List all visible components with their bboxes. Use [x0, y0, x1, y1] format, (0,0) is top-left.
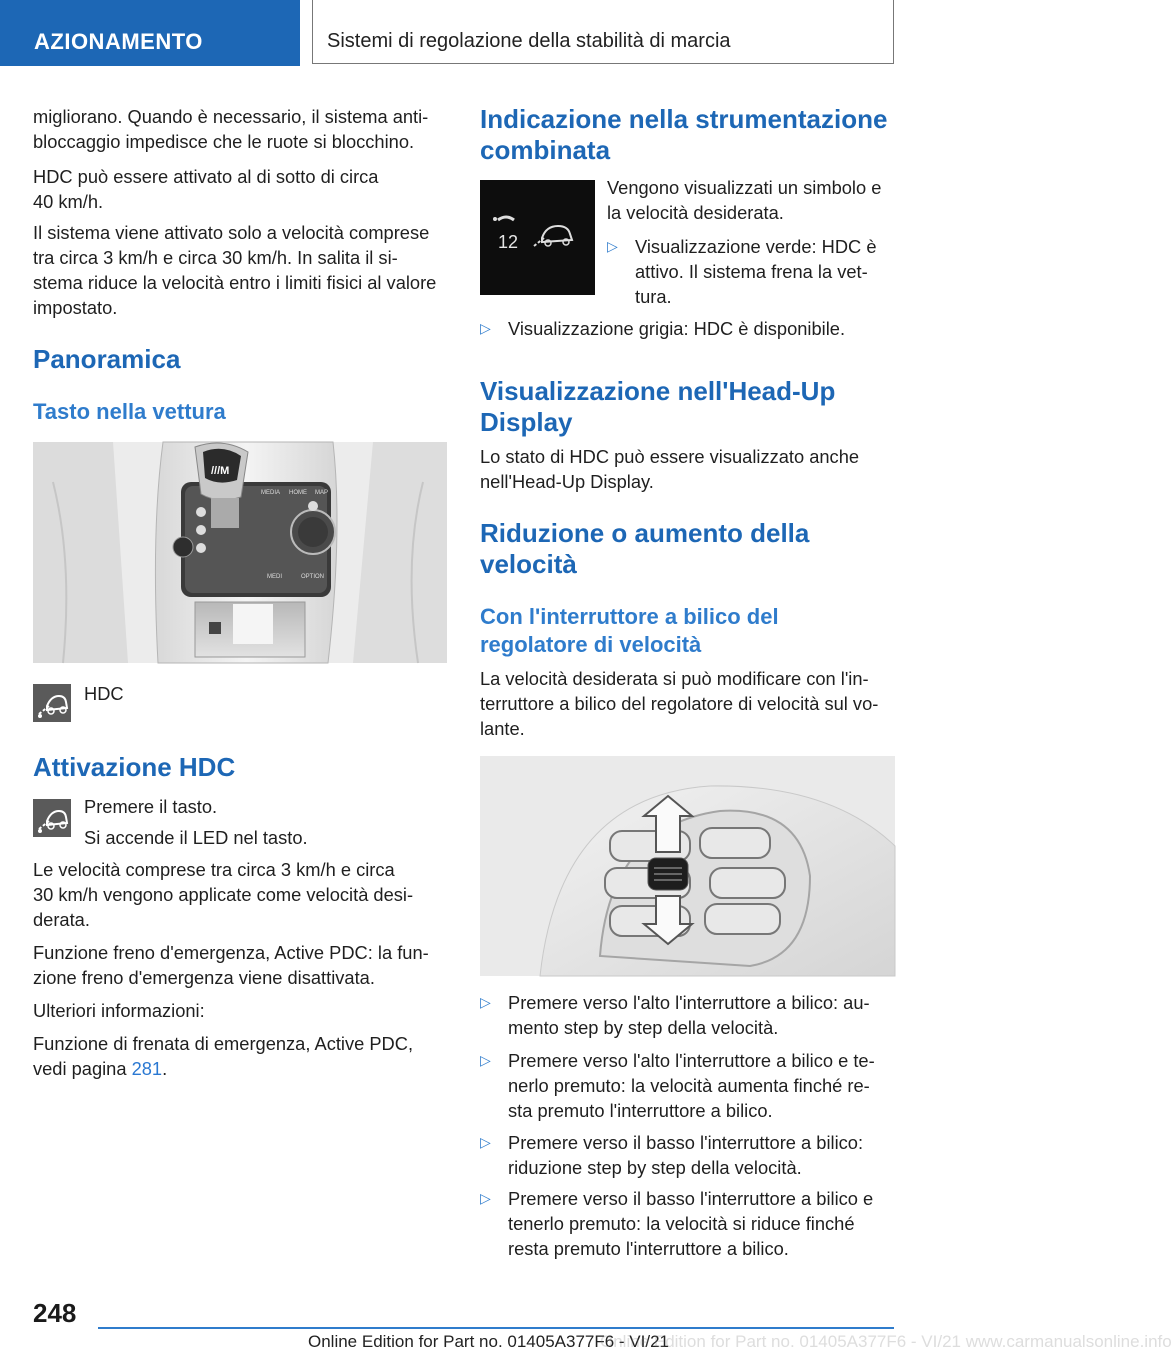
range-line-1: Il sistema viene attivato solo a velocità comprese — [33, 222, 430, 243]
bullet-4-line-2: tenerlo premuto: la velocità si riduce finché — [508, 1213, 855, 1234]
heading-indicazione-1: Indicazione nella strumentazione — [480, 104, 888, 134]
heading-headup-2: Display — [480, 407, 573, 437]
watermark: Online Edition for Part no. 01405A377F6 - VI/21 www.carmanualsonline.info — [600, 1332, 1172, 1351]
hdc-speed-line-2: 40 km/h. — [33, 191, 104, 212]
vis-line-2: la velocità desiderata. — [607, 202, 784, 223]
bullet-4-line-1: Premere verso il basso l'interruttore a bilico e — [508, 1188, 874, 1209]
bullet-triangle-icon: ▷ — [607, 238, 618, 254]
range-line-3: stema riduce la velocità entro i limiti fisici al valore — [33, 272, 437, 293]
hdc-icon — [33, 684, 71, 722]
heading-interruttore-1: Con l'interruttore a bilico del — [480, 604, 779, 629]
green-line-3: tura. — [635, 286, 672, 307]
interruttore-line-3: lante. — [480, 718, 525, 739]
bullet-down-hold — [480, 1186, 895, 1264]
grey-line: Visualizzazione grigia: HDC è disponibile. — [508, 318, 846, 339]
svg-text:MEDIA: MEDIA — [261, 490, 281, 496]
intro-line-2: bloccaggio impedisce che le ruote si blocchino. — [33, 131, 415, 152]
hdc-icon-label: HDC — [84, 683, 124, 704]
reference-prefix: vedi pagina — [33, 1058, 132, 1079]
brake-line-2: zione freno d'emergenza viene disattivata. — [33, 967, 375, 988]
cluster-display-image — [480, 180, 595, 295]
vis-line-1: Vengono visualizzati un simbolo e — [607, 177, 882, 198]
bullet-triangle-icon: ▷ — [480, 994, 491, 1010]
bullet-grey — [480, 316, 895, 342]
bullet-1-line-2: mento step by step della velocità. — [508, 1017, 779, 1038]
green-line-1: Visualizzazione verde: HDC è — [635, 236, 877, 257]
headup-line-2: nell'Head-Up Display. — [480, 471, 654, 492]
led-text: Si accende il LED nel tasto. — [84, 827, 308, 848]
console-photo — [33, 442, 447, 663]
svg-text:HOME: HOME — [289, 490, 307, 496]
bullet-green — [607, 234, 897, 312]
bullet-3-line-2: riduzione step by step della velocità. — [508, 1157, 802, 1178]
bullet-triangle-icon: ▷ — [480, 320, 491, 336]
range-line-4: impostato. — [33, 297, 118, 318]
hdc-button-icon — [33, 799, 71, 837]
bullet-triangle-icon: ▷ — [480, 1052, 491, 1068]
range-line-2: tra circa 3 km/h e circa 30 km/h. In salita il si‐ — [33, 247, 398, 268]
heading-interruttore-2: regolatore di velocità — [480, 632, 702, 657]
svg-text:///M: ///M — [211, 465, 230, 477]
page-number: 248 — [33, 1298, 77, 1328]
bullet-3-line-1: Premere verso il basso l'interruttore a bilico: — [508, 1132, 864, 1153]
heading-panoramica: Panoramica — [33, 344, 181, 374]
page-link-281[interactable]: 281 — [131, 1058, 163, 1079]
bullet-1-line-1: Premere verso l'alto l'interruttore a bilico: au‐ — [508, 992, 870, 1013]
bullet-triangle-icon: ▷ — [480, 1190, 491, 1206]
bullet-up-step — [480, 990, 895, 1042]
svg-text:MEDI: MEDI — [267, 574, 282, 580]
speeds-line-2: 30 km/h vengono applicate come velocità desi‐ — [33, 884, 414, 905]
heading-headup-1: Visualizzazione nell'Head-Up — [480, 376, 836, 406]
chapter-title: Sistemi di regolazione della stabilità di marcia — [327, 30, 731, 52]
section-tab-label: AZIONAMENTO — [34, 29, 203, 54]
heading-attivazione: Attivazione HDC — [33, 752, 236, 782]
reference-suffix: . — [162, 1058, 168, 1079]
bullet-down-step — [480, 1130, 895, 1182]
heading-riduzione-2: velocità — [480, 549, 577, 579]
bullet-triangle-icon: ▷ — [480, 1134, 491, 1150]
intro-line-1: migliorano. Quando è necessario, il sistema anti‐ — [33, 106, 429, 127]
footer-rule — [98, 1327, 894, 1329]
svg-text:OPTION: OPTION — [301, 574, 325, 580]
heading-tasto: Tasto nella vettura — [33, 399, 226, 424]
bullet-4-line-3: resta premuto l'interruttore a bilico. — [508, 1238, 789, 1259]
cluster-speed-value: 12 — [498, 232, 519, 252]
speeds-line-1: Le velocità comprese tra circa 3 km/h e circa — [33, 859, 395, 880]
bullet-up-hold — [480, 1048, 895, 1126]
interruttore-line-2: terruttore a bilico del regolatore di velocità sul vo‐ — [480, 693, 879, 714]
section-tab — [0, 0, 300, 66]
speeds-line-3: derata. — [33, 909, 90, 930]
hdc-speed-line-1: HDC può essere attivato al di sotto di circa — [33, 166, 379, 187]
more-info-label: Ulteriori informazioni: — [33, 1000, 205, 1021]
rocker-switch-photo — [480, 756, 895, 976]
brake-line-1: Funzione freno d'emergenza, Active PDC: la fun‐ — [33, 942, 429, 963]
heading-riduzione-1: Riduzione o aumento della — [480, 518, 810, 548]
footer-edition: Online Edition for Part no. 01405A377F6 - VI/21 — [308, 1332, 670, 1351]
reference-line-2 — [33, 1056, 167, 1081]
svg-text:MAP: MAP — [315, 490, 329, 496]
interruttore-line-1: La velocità desiderata si può modificare con l'in‐ — [480, 668, 869, 689]
heading-indicazione-2: combinata — [480, 135, 611, 165]
reference-line-1: Funzione di frenata di emergenza, Active PDC, — [33, 1033, 414, 1054]
chapter-title-box — [312, 0, 894, 64]
bullet-2-line-2: nerlo premuto: la velocità aumenta finché re‐ — [508, 1075, 870, 1096]
bullet-2-line-3: sta premuto l'interruttore a bilico. — [508, 1100, 773, 1121]
bullet-2-line-1: Premere verso l'alto l'interruttore a bilico e te‐ — [508, 1050, 875, 1071]
green-line-2: attivo. Il sistema frena la vet‐ — [635, 261, 868, 282]
headup-line-1: Lo stato di HDC può essere visualizzato anche — [480, 446, 860, 467]
press-button-text: Premere il tasto. — [84, 796, 218, 817]
